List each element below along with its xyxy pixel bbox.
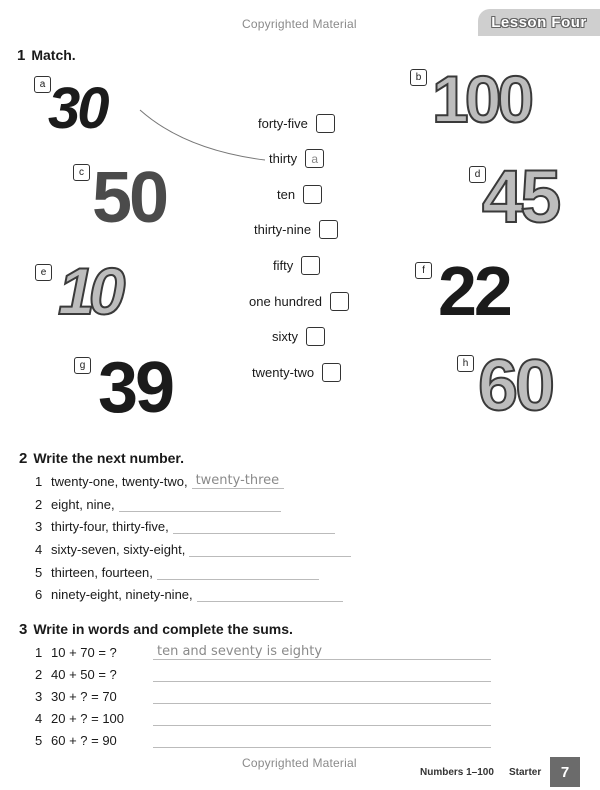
item-prompt: sixty-seven, sixty-eight, xyxy=(51,542,186,557)
word-label: forty-five xyxy=(258,116,308,131)
exercise-2-item-3 xyxy=(35,519,335,534)
copyright-notice-bottom: Copyrighted Material xyxy=(242,756,357,770)
letter-box-a: a xyxy=(34,76,51,93)
answer-line[interactable] xyxy=(197,587,343,602)
word-item-thirty-nine xyxy=(254,220,338,239)
word-item-one-hundred xyxy=(249,292,349,311)
answer-box[interactable] xyxy=(330,292,349,311)
letter-box-c: c xyxy=(73,164,90,181)
item-prompt: thirteen, fourteen, xyxy=(51,565,153,580)
item-prompt: twenty-one, twenty-two, xyxy=(51,474,188,489)
lesson-tab-label: Lesson Four xyxy=(491,14,587,31)
number-39: 39 xyxy=(98,348,173,428)
answer-line[interactable] xyxy=(119,497,281,512)
section-2-heading: Write the next number. xyxy=(33,450,185,466)
item-index: 3 xyxy=(35,689,43,704)
item-index: 4 xyxy=(35,542,43,557)
item-index: 5 xyxy=(35,565,43,580)
word-label: ten xyxy=(277,187,296,202)
letter-box-b: b xyxy=(410,69,427,86)
section-3-number: 3 xyxy=(19,621,28,638)
word-item-sixty xyxy=(272,327,325,346)
exercise-2-item-4 xyxy=(35,542,351,557)
copyright-notice-top: Copyrighted Material xyxy=(242,17,357,31)
section-1-heading: Match. xyxy=(31,47,76,63)
exercise-2-item-6 xyxy=(35,587,343,602)
answer-line[interactable] xyxy=(153,733,491,748)
answer-line[interactable] xyxy=(153,689,491,704)
word-item-forty-five xyxy=(258,114,335,133)
item-sum: 40 + 50 = ? xyxy=(51,667,117,682)
item-prompt: ninety-eight, ninety-nine, xyxy=(51,587,193,602)
exercise-3-item-2 xyxy=(35,667,491,682)
item-index: 2 xyxy=(35,667,43,682)
word-label: thirty xyxy=(269,151,298,166)
item-prompt: eight, nine, xyxy=(51,497,115,512)
item-index: 4 xyxy=(35,711,43,726)
answer-box[interactable] xyxy=(303,185,322,204)
number-50: 50 xyxy=(92,158,167,238)
item-index: 5 xyxy=(35,733,43,748)
number-45: 45 xyxy=(482,155,559,238)
word-label: thirty-nine xyxy=(254,222,312,237)
word-label: twenty-two xyxy=(252,365,315,380)
number-30: 30 xyxy=(48,76,107,141)
number-60: 60 xyxy=(478,346,553,426)
answer-line[interactable] xyxy=(153,667,491,682)
letter-box-h: h xyxy=(457,355,474,372)
answer-box[interactable] xyxy=(306,327,325,346)
answer-line[interactable] xyxy=(173,519,335,534)
footer-unit: Numbers 1–100 xyxy=(420,767,494,778)
footer-level: Starter xyxy=(509,767,542,778)
exercise-2-item-5 xyxy=(35,565,319,580)
letter-box-g: g xyxy=(74,357,91,374)
exercise-3-item-3 xyxy=(35,689,491,704)
section-2-number: 2 xyxy=(19,450,28,467)
item-sum: 60 + ? = 90 xyxy=(51,733,117,748)
answer-box[interactable]: a xyxy=(305,149,324,168)
answer-line[interactable] xyxy=(153,711,491,726)
answer-box[interactable] xyxy=(316,114,335,133)
section-3-title xyxy=(19,621,293,638)
item-index: 1 xyxy=(35,474,43,489)
item-index: 2 xyxy=(35,497,43,512)
letter-box-f: f xyxy=(415,262,432,279)
word-item-ten xyxy=(277,185,322,204)
word-item-thirty xyxy=(269,149,324,168)
item-sum: 20 + ? = 100 xyxy=(51,711,125,726)
item-sum: 30 + ? = 70 xyxy=(51,689,117,704)
item-index: 6 xyxy=(35,587,43,602)
exercise-3-item-1 xyxy=(35,645,491,660)
word-label: fifty xyxy=(273,258,294,273)
letter-box-d: d xyxy=(469,166,486,183)
word-label: one hundred xyxy=(249,294,323,309)
exercise-3-item-5 xyxy=(35,733,491,748)
section-1-number: 1 xyxy=(17,47,26,64)
section-3-heading: Write in words and complete the sums. xyxy=(33,621,293,637)
exercise-3-item-4 xyxy=(35,711,491,726)
word-item-fifty xyxy=(273,256,320,275)
item-sum: 10 + 70 = ? xyxy=(51,645,117,660)
item-index: 1 xyxy=(35,645,43,660)
word-item-twenty-two xyxy=(252,363,341,382)
answer-line[interactable]: twenty-three xyxy=(192,474,284,489)
section-2-title xyxy=(19,450,184,467)
answer-box[interactable] xyxy=(322,363,341,382)
item-index: 3 xyxy=(35,519,43,534)
exercise-2-item-1 xyxy=(35,474,284,489)
answer-line[interactable] xyxy=(189,542,351,557)
answer-line[interactable] xyxy=(157,565,319,580)
letter-box-e: e xyxy=(35,264,52,281)
word-label: sixty xyxy=(272,329,298,344)
number-100: 100 xyxy=(432,62,531,136)
item-prompt: thirty-four, thirty-five, xyxy=(51,519,169,534)
exercise-2-item-2 xyxy=(35,497,281,512)
answer-box[interactable] xyxy=(319,220,338,239)
number-22: 22 xyxy=(438,252,510,330)
number-10: 10 xyxy=(58,254,120,328)
page-number: 7 xyxy=(550,757,580,787)
answer-box[interactable] xyxy=(301,256,320,275)
answer-line[interactable]: ten and seventy is eighty xyxy=(153,645,491,660)
